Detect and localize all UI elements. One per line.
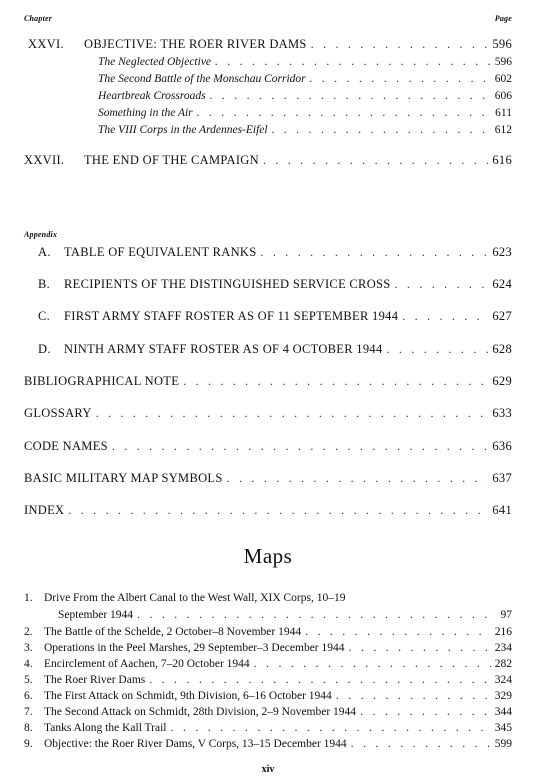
page-number: 324 bbox=[494, 674, 512, 686]
map-number: 1. bbox=[24, 592, 33, 604]
dot-leader bbox=[254, 656, 491, 671]
appendix-letter: A. bbox=[38, 245, 51, 259]
page-number: 596 bbox=[492, 37, 512, 51]
map-number: 7. bbox=[24, 706, 33, 718]
toc-entry-chapter-27[interactable] bbox=[24, 153, 512, 168]
toc-section[interactable] bbox=[98, 88, 512, 103]
map-title: Operations in the Peel Marshes, 29 September–3 December 1944 bbox=[44, 642, 345, 654]
toc-code-names[interactable] bbox=[24, 439, 512, 454]
appendix-label: Appendix bbox=[24, 230, 58, 239]
dot-leader bbox=[171, 720, 491, 735]
appendix-title: FIRST ARMY STAFF ROSTER AS OF 11 SEPTEMBER 1944 bbox=[64, 309, 399, 323]
section-title: The Neglected Objective bbox=[98, 56, 212, 68]
chapter-number: XXVI. bbox=[28, 37, 64, 51]
chapter-column-label: Chapter bbox=[24, 14, 53, 23]
page-number: 624 bbox=[492, 277, 512, 291]
entry-title: INDEX bbox=[24, 503, 65, 517]
toc-section[interactable] bbox=[98, 71, 512, 86]
section-title: Something in the Air bbox=[98, 107, 193, 119]
dot-leader bbox=[68, 503, 488, 518]
map-title: Encirclement of Aachen, 7–20 October 1944 bbox=[44, 658, 250, 670]
page-number: 636 bbox=[492, 439, 512, 453]
map-entry[interactable] bbox=[24, 640, 512, 655]
page-number: 628 bbox=[492, 342, 512, 356]
dot-leader bbox=[310, 71, 491, 86]
section-title: Heartbreak Crossroads bbox=[98, 90, 206, 102]
dot-leader bbox=[112, 439, 488, 454]
map-title-continued: September 1944 bbox=[58, 609, 134, 621]
page-number: 633 bbox=[492, 406, 512, 420]
toc-entry-chapter-26[interactable] bbox=[28, 37, 512, 52]
map-title: Drive From the Albert Canal to the West Wall, XIX Corps, 10–19 bbox=[44, 592, 346, 604]
map-number: 5. bbox=[24, 674, 33, 686]
dot-leader bbox=[272, 122, 491, 137]
toc-bibliographical-note[interactable] bbox=[24, 374, 512, 389]
page-number: 282 bbox=[494, 658, 512, 670]
map-title: The Battle of the Schelde, 2 October–8 November 1944 bbox=[44, 626, 302, 638]
page-number: 344 bbox=[494, 706, 512, 718]
dot-leader bbox=[349, 640, 491, 655]
toc-appendix-d[interactable] bbox=[38, 342, 512, 357]
page-number: 612 bbox=[494, 124, 512, 136]
map-number: 6. bbox=[24, 690, 33, 702]
dot-leader bbox=[336, 688, 491, 703]
map-number: 3. bbox=[24, 642, 33, 654]
dot-leader bbox=[402, 309, 488, 324]
dot-leader bbox=[387, 342, 489, 357]
map-number: 9. bbox=[24, 738, 33, 750]
map-title: Objective: the Roer River Dams, V Corps, 13–15 December 1944 bbox=[44, 738, 347, 750]
dot-leader bbox=[263, 153, 488, 168]
page-number: 627 bbox=[492, 309, 512, 323]
map-number: 4. bbox=[24, 658, 33, 670]
page-number: 599 bbox=[494, 738, 512, 750]
map-title: Tanks Along the Kall Trail bbox=[44, 722, 167, 734]
appendix-letter: D. bbox=[38, 342, 51, 356]
map-entry[interactable] bbox=[24, 736, 512, 751]
toc-section[interactable] bbox=[98, 105, 512, 120]
dot-leader bbox=[261, 245, 489, 260]
page-number: 606 bbox=[494, 90, 512, 102]
appendix-letter: B. bbox=[38, 277, 51, 291]
page-number: 641 bbox=[492, 503, 512, 517]
toc-glossary[interactable] bbox=[24, 406, 512, 421]
page-number: 602 bbox=[494, 73, 512, 85]
map-number: 8. bbox=[24, 722, 33, 734]
appendix-title: RECIPIENTS OF THE DISTINGUISHED SERVICE CROSS bbox=[64, 277, 391, 291]
toc-section[interactable] bbox=[98, 122, 512, 137]
dot-leader bbox=[215, 54, 491, 69]
chapter-title: THE END OF THE CAMPAIGN bbox=[84, 153, 259, 167]
map-entry-1-line1[interactable] bbox=[24, 592, 512, 604]
chapter-title: OBJECTIVE: THE ROER RIVER DAMS bbox=[84, 37, 307, 51]
map-entry[interactable] bbox=[24, 704, 512, 719]
page-number: 345 bbox=[494, 722, 512, 734]
toc-map-symbols[interactable] bbox=[24, 471, 512, 486]
dot-leader bbox=[96, 406, 489, 421]
map-entry[interactable] bbox=[24, 688, 512, 703]
page-number: 97 bbox=[500, 609, 512, 621]
toc-appendix-b[interactable] bbox=[38, 277, 512, 292]
toc-appendix-a[interactable] bbox=[38, 245, 512, 260]
toc-section[interactable] bbox=[98, 54, 512, 69]
entry-title: GLOSSARY bbox=[24, 406, 92, 420]
section-title: The Second Battle of the Monschau Corridor bbox=[98, 73, 306, 85]
page-number: 616 bbox=[492, 153, 512, 167]
dot-leader bbox=[227, 471, 489, 486]
appendix-letter: C. bbox=[38, 309, 51, 323]
page-number: 623 bbox=[492, 245, 512, 259]
map-title: The First Attack on Schmidt, 9th Division, 6–16 October 1944 bbox=[44, 690, 332, 702]
maps-heading: Maps bbox=[243, 544, 293, 568]
page-number: 611 bbox=[495, 107, 512, 119]
dot-leader bbox=[395, 277, 489, 292]
entry-title: BIBLIOGRAPHICAL NOTE bbox=[24, 374, 180, 388]
section-title: The VIII Corps in the Ardennes-Eifel bbox=[98, 124, 268, 136]
dot-leader bbox=[305, 624, 491, 639]
toc-appendix-c[interactable] bbox=[38, 309, 512, 324]
page-number: 234 bbox=[494, 642, 512, 654]
map-entry[interactable] bbox=[24, 656, 512, 671]
dot-leader bbox=[197, 105, 492, 120]
entry-title: CODE NAMES bbox=[24, 439, 108, 453]
toc-index[interactable] bbox=[24, 503, 512, 518]
page-column-label: Page bbox=[494, 14, 512, 23]
dot-leader bbox=[137, 607, 496, 622]
map-entry-1-line2[interactable] bbox=[58, 607, 512, 622]
map-title: The Second Attack on Schmidt, 28th Division, 2–9 November 1944 bbox=[44, 706, 357, 718]
page-number: 329 bbox=[494, 690, 512, 702]
map-entry[interactable] bbox=[24, 624, 512, 639]
entry-title: BASIC MILITARY MAP SYMBOLS bbox=[24, 471, 223, 485]
page-number: 216 bbox=[494, 626, 512, 638]
page-number: 596 bbox=[494, 56, 512, 68]
map-title: The Roer River Dams bbox=[44, 674, 146, 686]
chapter-number: XXVII. bbox=[24, 153, 65, 167]
appendix-title: NINTH ARMY STAFF ROSTER AS OF 4 OCTOBER 1944 bbox=[64, 342, 383, 356]
dot-leader bbox=[311, 37, 489, 52]
map-entry[interactable] bbox=[24, 720, 512, 735]
dot-leader bbox=[351, 736, 491, 751]
appendix-title: TABLE OF EQUIVALENT RANKS bbox=[64, 245, 257, 259]
dot-leader bbox=[210, 88, 491, 103]
map-number: 2. bbox=[24, 626, 33, 638]
page-number: 629 bbox=[492, 374, 512, 388]
page-number: 637 bbox=[492, 471, 512, 485]
page-folio: xiv bbox=[261, 764, 275, 775]
dot-leader bbox=[360, 704, 491, 719]
map-entry[interactable] bbox=[24, 672, 512, 687]
dot-leader bbox=[183, 374, 488, 389]
dot-leader bbox=[149, 672, 491, 687]
